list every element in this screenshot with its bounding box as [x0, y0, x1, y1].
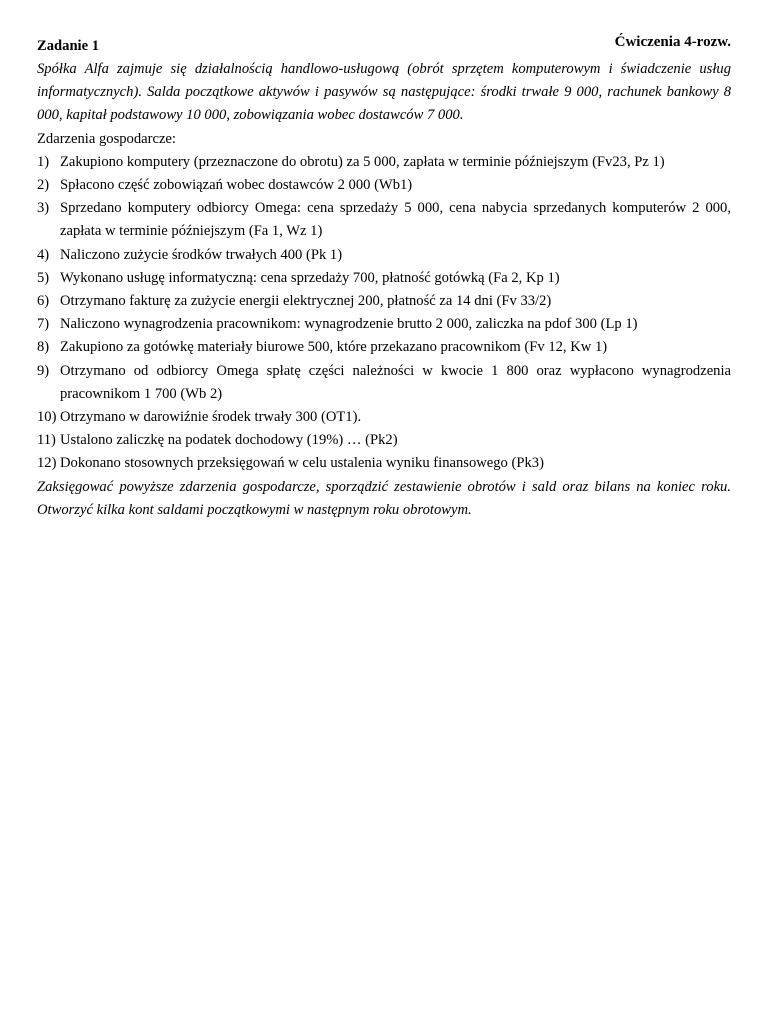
event-item — [37, 452, 731, 475]
event-number: 2) — [37, 177, 50, 194]
exercise-header: Ćwiczenia 4-rozw. — [614, 34, 731, 50]
event-text: Naliczono zużycie środków trwałych 400 (Pk 1) — [60, 246, 343, 263]
event-number: 8) — [37, 339, 50, 356]
event-number: 5) — [37, 269, 50, 286]
event-text: Otrzymano w darowiźnie środek trwały 300 (OT1). — [60, 409, 362, 426]
event-item — [37, 290, 731, 313]
event-text: Dokonano stosownych przeksięgowań w celu ustalenia wyniku finansowego (Pk3) — [60, 455, 544, 472]
event-item — [37, 360, 731, 406]
event-text: Zakupiono za gotówkę materiały biurowe 500, które przekazano pracownikom (Fv 12, Kw 1) — [60, 339, 608, 356]
event-number: 4) — [37, 246, 50, 263]
event-number: 1) — [37, 153, 50, 170]
task-intro: Spółka Alfa zajmuje się działalnością handlowo-usługową (obrót sprzętem komputerowym i świadczenie usług informatycznych). Salda początkowe aktywów i pasywów są następujące: środki trwałe 9 000, rachunek bankowy 8 000, kapitał podstawowy 10 000, zobowiązania wobec dostawców 7 000. — [37, 61, 731, 124]
event-text: Ustalono zaliczkę na podatek dochodowy (19%) … (Pk2) — [60, 432, 398, 449]
event-number: 10) — [37, 409, 57, 426]
event-item — [37, 151, 731, 174]
event-item — [37, 406, 731, 429]
task-instructions: Zaksięgować powyższe zdarzenia gospodarcze, sporządzić zestawienie obrotów i sald oraz bilans na koniec roku. Otworzyć kilka kont saldami początkowymi w następnym roku obrotowym. — [37, 478, 731, 518]
event-number: 12) — [37, 455, 57, 472]
event-text: Sprzedano komputery odbiorcy Omega: cena sprzedaży 5 000, cena nabycia sprzedanych komputerów 2 000, zapłata w terminie późniejszym (Fa 1, Wz 1) — [60, 200, 731, 240]
event-text: Otrzymano fakturę za zużycie energii elektrycznej 200, płatność za 14 dni (Fv 33/2) — [60, 293, 552, 310]
event-number: 7) — [37, 316, 50, 333]
event-number: 9) — [37, 362, 50, 379]
event-item — [37, 313, 731, 336]
event-number: 6) — [37, 293, 50, 310]
events-label: Zdarzenia gospodarcze: — [37, 130, 176, 147]
event-text: Otrzymano od odbiorcy Omega spłatę części należności w kwocie 1 800 oraz wypłacono wynagrodzenia pracownikom 1 700 (Wb 2) — [60, 362, 731, 402]
event-text: Spłacono część zobowiązań wobec dostawców 2 000 (Wb1) — [60, 177, 413, 194]
event-item — [37, 429, 731, 452]
event-number: 3) — [37, 200, 50, 217]
event-text: Naliczono wynagrodzenia pracownikom: wynagrodzenie brutto 2 000, zaliczka na pdof 300 (Lp 1) — [60, 316, 638, 333]
event-item — [37, 174, 731, 197]
document-page — [37, 33, 731, 522]
task-title: Zadanie 1 — [37, 38, 100, 54]
event-text: Wykonano usługę informatyczną: cena sprzedaży 700, płatność gotówką (Fa 2, Kp 1) — [60, 269, 560, 286]
event-item — [37, 244, 731, 267]
event-number: 11) — [37, 432, 56, 449]
events-list — [37, 151, 731, 476]
event-item — [37, 336, 731, 359]
event-item — [37, 267, 731, 290]
event-item — [37, 197, 731, 243]
event-text: Zakupiono komputery (przeznaczone do obrotu) za 5 000, zapłata w terminie późniejszym (Fv23, Pz 1) — [60, 153, 665, 170]
